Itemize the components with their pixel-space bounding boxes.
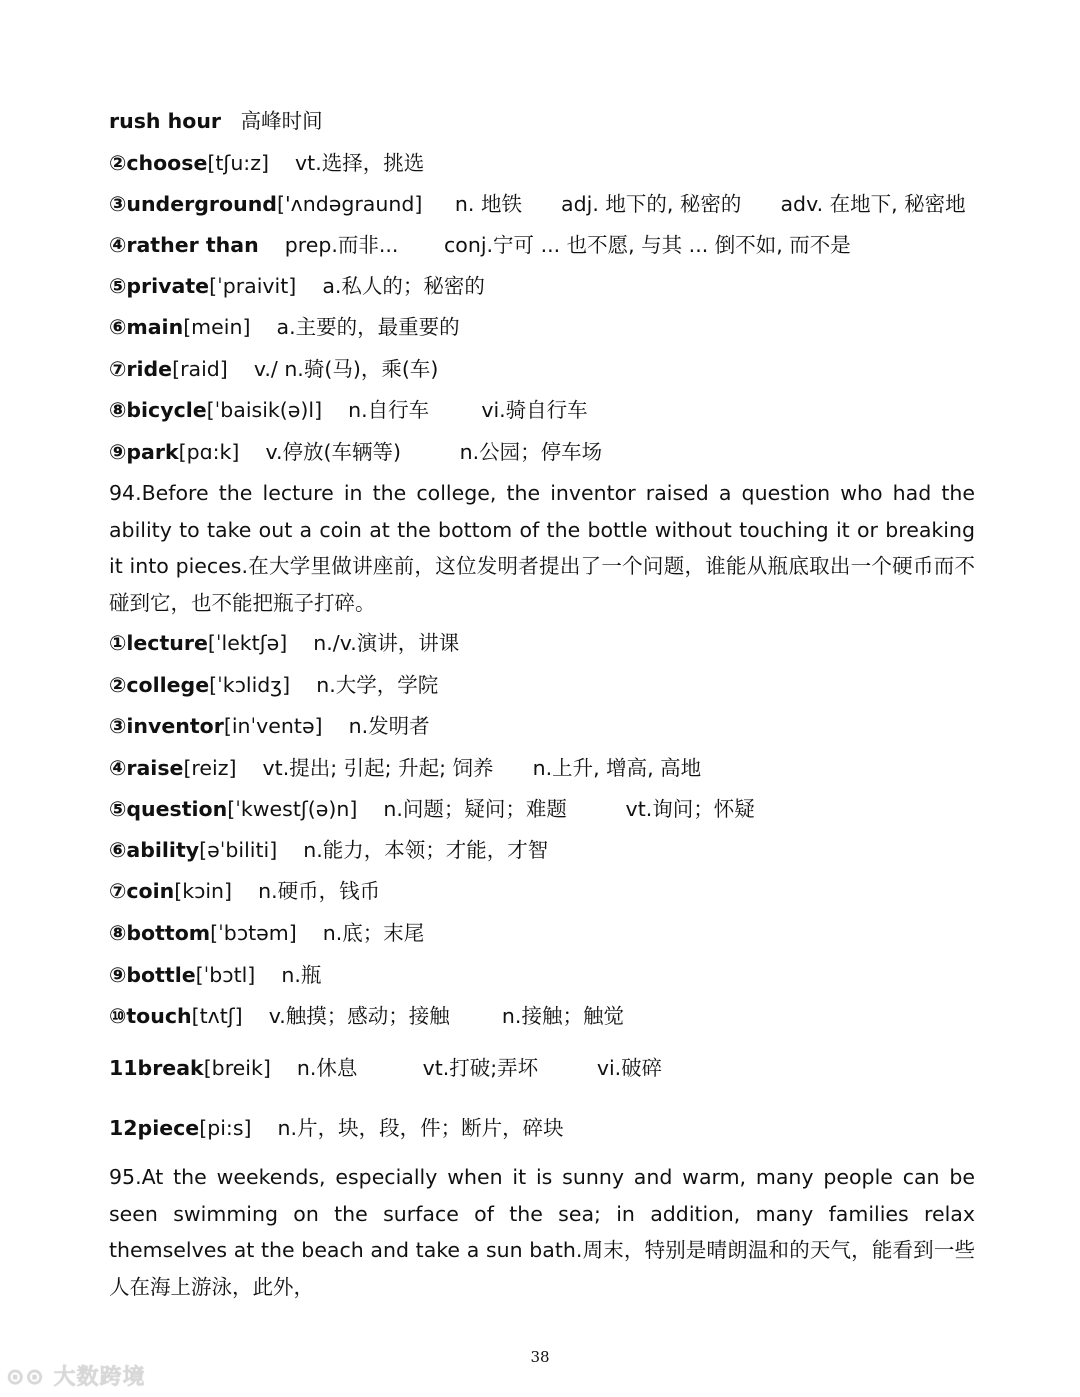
sentence-94: 94.Before the lecture in the college, the inventor raised a question who had the ability to take out a coin at the bottom of the bottle without touching it or breaking it into pieces.在大学里做讲座前，这位发明者提出了一个问题，谁能从瓶底取出一个硬币而不碰到它，也不能把瓶子打碎。 — [109, 481, 975, 615]
vocab-line: rush hour 高峰时间 — [109, 109, 323, 133]
watermark-text: 大数跨境 — [53, 1365, 146, 1390]
vocab-line: ⑧bicycle[ˈbaisik(ə)l] n.自行车 vi.骑自行车 — [109, 398, 588, 422]
vocab-line: ③underground['ʌndəgraund] n. 地铁 adj. 地下的, 秘密的 adv. 在地下, 秘密地 — [109, 192, 966, 216]
vocab-line: ⑦ride[raid] v./ n.骑(马)，乘(车) — [109, 357, 439, 381]
vocab-line: ⑤question[ˈkwestʃ(ə)n] n.问题；疑问；难题 vt.询问；怀疑 — [109, 797, 755, 821]
vocab-line: ①lecture[ˈlektʃə] n./v.演讲，讲课 — [109, 631, 460, 655]
vocab-line: ⑤private[ˈpraivit] a.私人的；秘密的 — [109, 274, 485, 298]
vocab-line: ⑥main[mein] a.主要的，最重要的 — [109, 315, 460, 339]
vocab-line: ⑦coin[kɔin] n.硬币，钱币 — [109, 879, 381, 903]
vocab-line: ⑨bottle[ˈbɔtl] n.瓶 — [109, 963, 322, 987]
vocab-line: ⑧bottom[ˈbɔtəm] n.底；末尾 — [109, 921, 425, 945]
sentence-95: 95.At the weekends, especially when it is sunny and warm, many people can be seen swimming on the surface of the sea; in addition, many families relax themselves at the beach and take a sun bath.周末，特别是晴朗温和的天气，能看到一些人在海上游泳，此外， — [109, 1165, 975, 1299]
vocab-line: ④raise[reiz] vt.提出; 引起; 升起; 饲养 n.上升, 增高, 高地 — [109, 756, 702, 780]
watermark-icon: ⊙⊙ — [6, 1365, 54, 1390]
vocab-line: 11break[breik] n.休息 vt.打破;弄坏 vi.破碎 — [109, 1056, 663, 1080]
vocab-line: ⑩touch[tʌtʃ] v.触摸；感动；接触 n.接触；触觉 — [109, 1004, 624, 1028]
vocab-line: 12piece[pi:s] n.片，块，段，件；断片，碎块 — [109, 1116, 564, 1140]
vocab-line: ③inventor[inˈventə] n.发明者 — [109, 714, 430, 738]
vocab-line: ⑨park[pɑ:k] v.停放(车辆等) n.公园；停车场 — [109, 440, 603, 464]
page-number: 38 — [530, 1348, 550, 1366]
vocab-line: ②college[ˈkɔlidʒ] n.大学，学院 — [109, 673, 439, 697]
watermark-logo — [6, 1360, 146, 1391]
vocab-line: ⑥ability[əˈbiliti] n.能力，本领；才能，才智 — [109, 838, 549, 862]
vocab-line: ②choose[tʃu:z] vt.选择，挑选 — [109, 151, 425, 175]
vocab-line: ④rather than prep.而非... conj.宁可 ... 也不愿, 与其 ... 倒不如, 而不是 — [109, 233, 851, 257]
